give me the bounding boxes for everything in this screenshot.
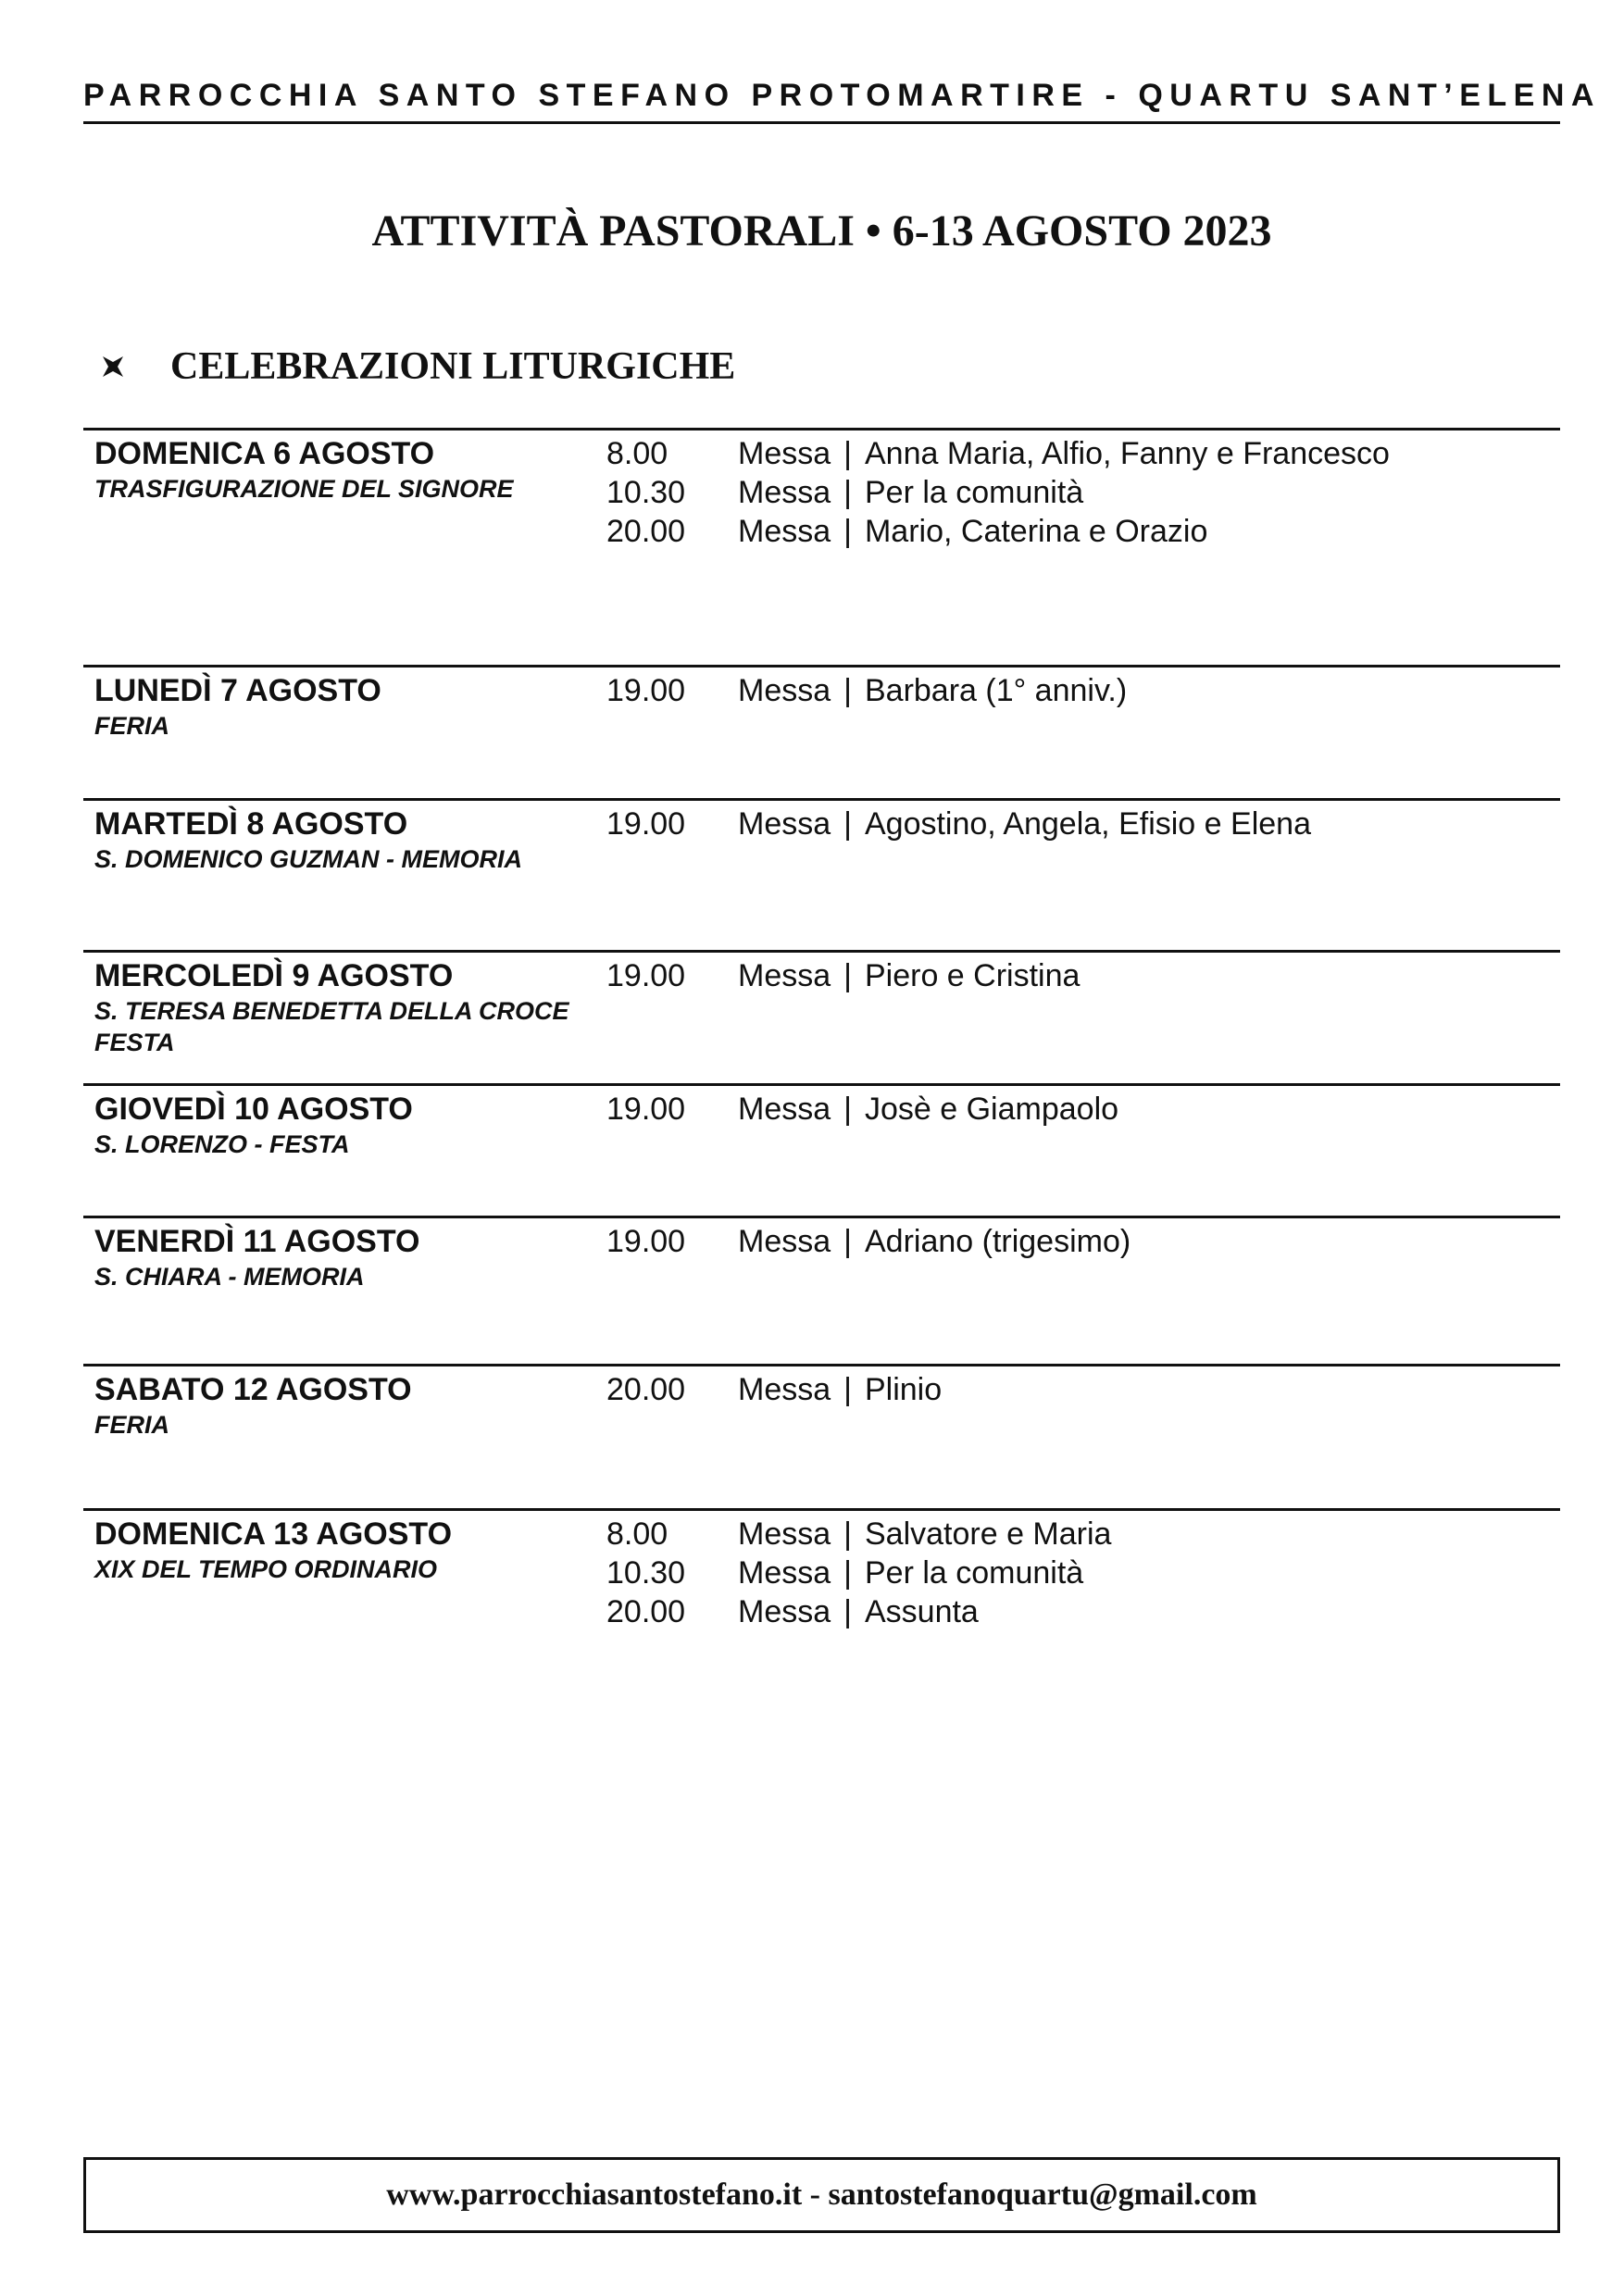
mass-intention: Assunta — [864, 1594, 979, 1629]
separator: | — [843, 475, 852, 510]
mass-time: 8.00 — [606, 1516, 668, 1552]
mass-intention: Adriano (trigesimo) — [864, 1224, 1131, 1259]
liturgical-note: FERIA — [94, 712, 169, 740]
mass-type: Messa — [738, 958, 831, 993]
day-row — [83, 798, 1560, 873]
day-name: GIOVEDÌ 10 AGOSTO — [94, 1092, 413, 1127]
mass-entry — [606, 1515, 1111, 1554]
mass-type: Messa — [738, 1224, 831, 1259]
liturgical-note: S. DOMENICO GUZMAN - MEMORIA — [94, 845, 522, 873]
parish-header: PARROCCHIA SANTO STEFANO PROTOMARTIRE - QUARTU SANT’ELENA — [83, 78, 1601, 113]
header-divider — [83, 121, 1560, 124]
liturgical-note: S. CHIARA - MEMORIA — [94, 1263, 365, 1291]
day-row — [83, 1083, 1560, 1158]
mass-type: Messa — [738, 673, 831, 708]
mass-intention: Salvatore e Maria — [864, 1516, 1112, 1552]
mass-time: 20.00 — [606, 514, 686, 549]
mass-type: Messa — [738, 475, 831, 510]
mass-intention: Piero e Cristina — [864, 958, 1081, 993]
mass-entry — [606, 956, 1080, 995]
separator: | — [843, 514, 852, 549]
separator: | — [843, 1372, 852, 1407]
day-name: DOMENICA 13 AGOSTO — [94, 1516, 453, 1552]
mass-time: 8.00 — [606, 436, 668, 471]
liturgical-note: TRASFIGURAZIONE DEL SIGNORE — [94, 475, 514, 503]
mass-type: Messa — [738, 1555, 831, 1591]
liturgical-note: XIX DEL TEMPO ORDINARIO — [94, 1555, 438, 1583]
mass-entry — [606, 1554, 1111, 1592]
day-row — [83, 1216, 1560, 1291]
mass-entry — [606, 434, 1390, 473]
four-point-star-icon — [102, 356, 124, 378]
footer-contact: www.parrocchiasantostefano.it - santostefanoquartu@gmail.com — [386, 2177, 1257, 2212]
page-title: ATTIVITÀ PASTORALI • 6-13 AGOSTO 2023 — [371, 206, 1272, 256]
mass-intention: Per la comunità — [864, 1555, 1084, 1591]
mass-entry — [606, 512, 1390, 551]
day-name: DOMENICA 6 AGOSTO — [94, 436, 435, 471]
separator: | — [843, 673, 852, 708]
separator: | — [843, 1555, 852, 1591]
mass-intention: Barbara (1° anniv.) — [864, 673, 1128, 708]
footer-contact-box — [83, 2157, 1560, 2233]
mass-entry — [606, 1592, 1111, 1631]
mass-intention: Mario, Caterina e Orazio — [864, 514, 1208, 549]
day-row — [83, 1508, 1560, 1629]
liturgical-note: FERIA — [94, 1411, 169, 1439]
mass-time: 10.30 — [606, 475, 686, 510]
mass-time: 19.00 — [606, 1092, 686, 1127]
mass-intention: Josè e Giampaolo — [864, 1092, 1119, 1127]
mass-type: Messa — [738, 514, 831, 549]
mass-type: Messa — [738, 1594, 831, 1629]
separator: | — [843, 436, 852, 471]
liturgical-note: FESTA — [94, 1029, 175, 1056]
mass-time: 10.30 — [606, 1555, 686, 1591]
liturgical-note: S. LORENZO - FESTA — [94, 1130, 350, 1158]
day-row — [83, 950, 1560, 1056]
mass-entry — [606, 1370, 942, 1409]
mass-time: 19.00 — [606, 806, 686, 842]
day-row — [83, 665, 1560, 740]
mass-time: 20.00 — [606, 1372, 686, 1407]
mass-intention: Agostino, Angela, Efisio e Elena — [864, 806, 1311, 842]
mass-entry — [606, 671, 1127, 710]
day-name: MARTEDÌ 8 AGOSTO — [94, 806, 408, 842]
mass-time: 19.00 — [606, 1224, 686, 1259]
separator: | — [843, 806, 852, 842]
mass-type: Messa — [738, 1516, 831, 1552]
day-name: MERCOLEDÌ 9 AGOSTO — [94, 958, 454, 993]
day-name: SABATO 12 AGOSTO — [94, 1372, 412, 1407]
mass-entry — [606, 805, 1311, 843]
mass-type: Messa — [738, 1372, 831, 1407]
mass-intention: Plinio — [864, 1372, 943, 1407]
mass-time: 19.00 — [606, 958, 686, 993]
mass-time: 19.00 — [606, 673, 686, 708]
mass-intention: Per la comunità — [864, 475, 1084, 510]
mass-time: 20.00 — [606, 1594, 686, 1629]
separator: | — [843, 958, 852, 993]
separator: | — [843, 1092, 852, 1127]
day-name: VENERDÌ 11 AGOSTO — [94, 1224, 420, 1259]
mass-type: Messa — [738, 436, 831, 471]
section-title: CELEBRAZIONI LITURGICHE — [170, 345, 736, 388]
liturgical-note: S. TERESA BENEDETTA DELLA CROCE — [94, 997, 569, 1025]
mass-intention: Anna Maria, Alfio, Fanny e Francesco — [864, 436, 1390, 471]
mass-type: Messa — [738, 806, 831, 842]
separator: | — [843, 1224, 852, 1259]
separator: | — [843, 1594, 852, 1629]
day-row — [83, 1364, 1560, 1439]
mass-entry — [606, 1090, 1118, 1129]
section-heading — [102, 341, 735, 393]
mass-entry — [606, 473, 1390, 512]
day-row — [83, 428, 1560, 549]
separator: | — [843, 1516, 852, 1552]
mass-entry — [606, 1222, 1131, 1261]
day-name: LUNEDÌ 7 AGOSTO — [94, 673, 381, 708]
mass-type: Messa — [738, 1092, 831, 1127]
